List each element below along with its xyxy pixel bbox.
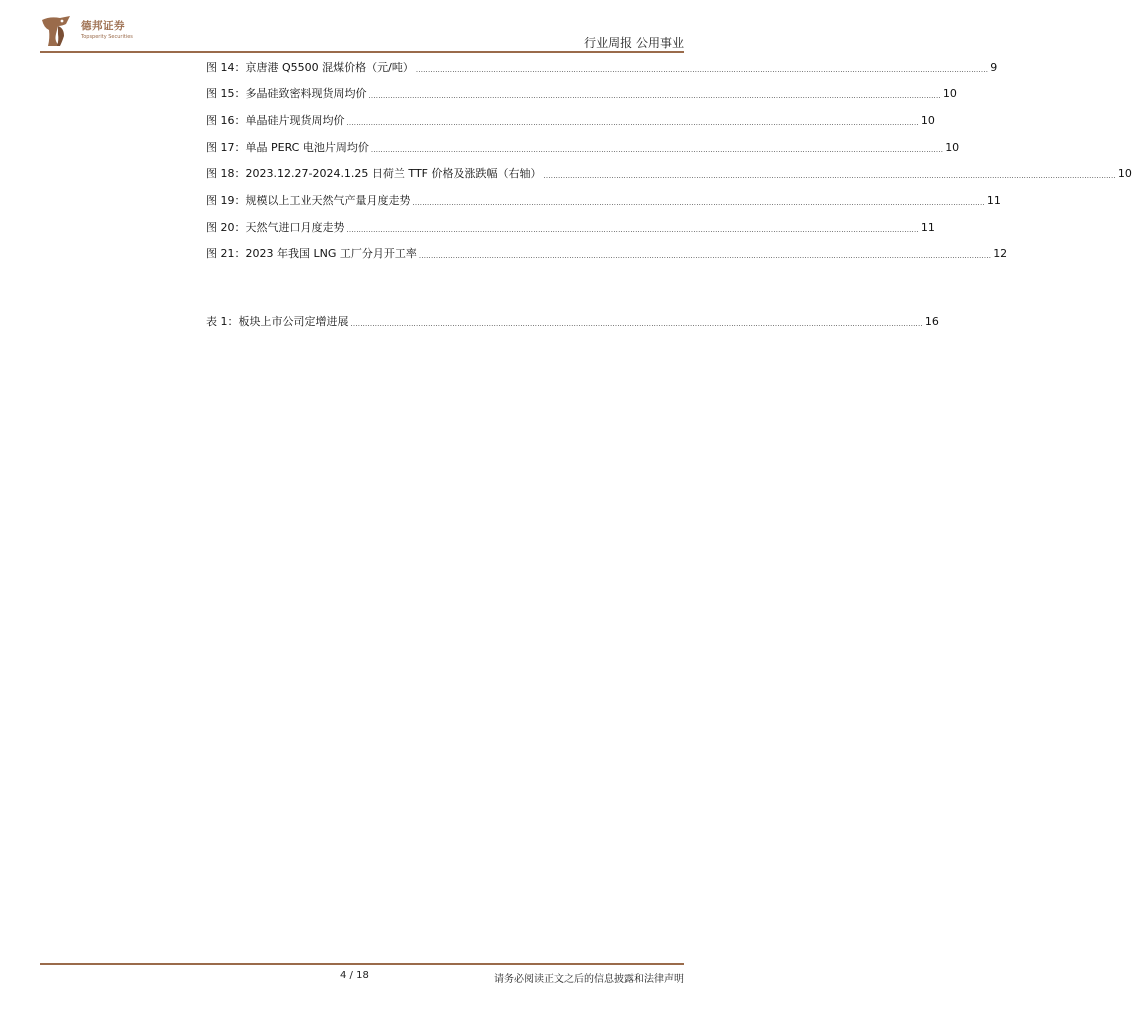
toc-entry-label: 表 1：板块上市公司定增进展 (206, 315, 349, 328)
toc-entry-page: 16 (924, 315, 939, 328)
toc-entry-table-1[interactable] (206, 314, 939, 330)
toc-entry-page: 11 (986, 194, 1001, 207)
footer-divider (40, 963, 684, 965)
toc-entry-page: 9 (990, 61, 998, 74)
toc-entry-figure-18[interactable] (206, 166, 1132, 182)
toc-leader-dots: ............................................................................................................................................................................................................................................ (350, 320, 923, 328)
toc-entry-page: 11 (920, 221, 935, 234)
toc-entry-label: 图 15：多晶硅致密料现货周均价 (206, 87, 367, 100)
toc-entry-label: 图 18：2023.12.27-2024.1.25 日荷兰 TTF 价格及涨跌幅（右轴） (206, 167, 542, 180)
logo-chinese-name: 德邦证券 (81, 20, 125, 32)
toc-entry-page: 10 (1117, 167, 1132, 180)
header-divider (40, 51, 684, 53)
toc-entry-page: 10 (920, 114, 935, 127)
toc-entry-figure-17[interactable] (206, 140, 960, 156)
company-logo (40, 14, 150, 48)
report-category: 行业周报 公用事业 (584, 36, 684, 50)
toc-entry-label: 图 19：规模以上工业天然气产量月度走势 (206, 194, 411, 207)
toc-entry-label: 图 17：单晶 PERC 电池片周均价 (206, 141, 369, 154)
toc-leader-dots: ............................................................................................................................................................................................................................................ (415, 66, 989, 74)
toc-leader-dots: ............................................................................................................................................................................................................................................ (412, 199, 985, 207)
toc-leader-dots: ............................................................................................................................................................................................................................................ (346, 119, 919, 127)
toc-entry-label: 图 21：2023 年我国 LNG 工厂分月开工率 (206, 247, 417, 260)
toc-entry-figure-21[interactable] (206, 246, 1008, 262)
logo-english-name: Topsperity Securities (81, 34, 133, 40)
toc-entry-page: 10 (945, 141, 960, 154)
toc-entry-page: 12 (993, 247, 1008, 260)
toc-entry-figure-14[interactable] (206, 60, 998, 76)
toc-leader-dots: ............................................................................................................................................................................................................................................ (418, 252, 992, 260)
toc-entry-figure-15[interactable] (206, 86, 957, 102)
toc-entry-figure-16[interactable] (206, 113, 935, 129)
toc-leader-dots: ............................................................................................................................................................................................................................................ (346, 226, 919, 234)
toc-entry-label: 图 20：天然气进口月度走势 (206, 221, 345, 234)
toc-leader-dots: ............................................................................................................................................................................................................................................ (543, 172, 1116, 180)
disclaimer-note: 请务必阅读正文之后的信息披露和法律声明 (494, 974, 684, 985)
toc-entry-label: 图 16：单晶硅片现货周均价 (206, 114, 345, 127)
logo-icon (40, 14, 74, 48)
toc-entry-label: 图 14：京唐港 Q5500 混煤价格（元/吨） (206, 61, 414, 74)
toc-entry-page: 10 (942, 87, 957, 100)
toc-entry-figure-20[interactable] (206, 220, 935, 236)
toc-leader-dots: ............................................................................................................................................................................................................................................ (370, 146, 944, 154)
toc-leader-dots: ............................................................................................................................................................................................................................................ (368, 92, 941, 100)
page-number: 4 / 18 (340, 970, 369, 981)
toc-entry-figure-19[interactable] (206, 193, 1001, 209)
